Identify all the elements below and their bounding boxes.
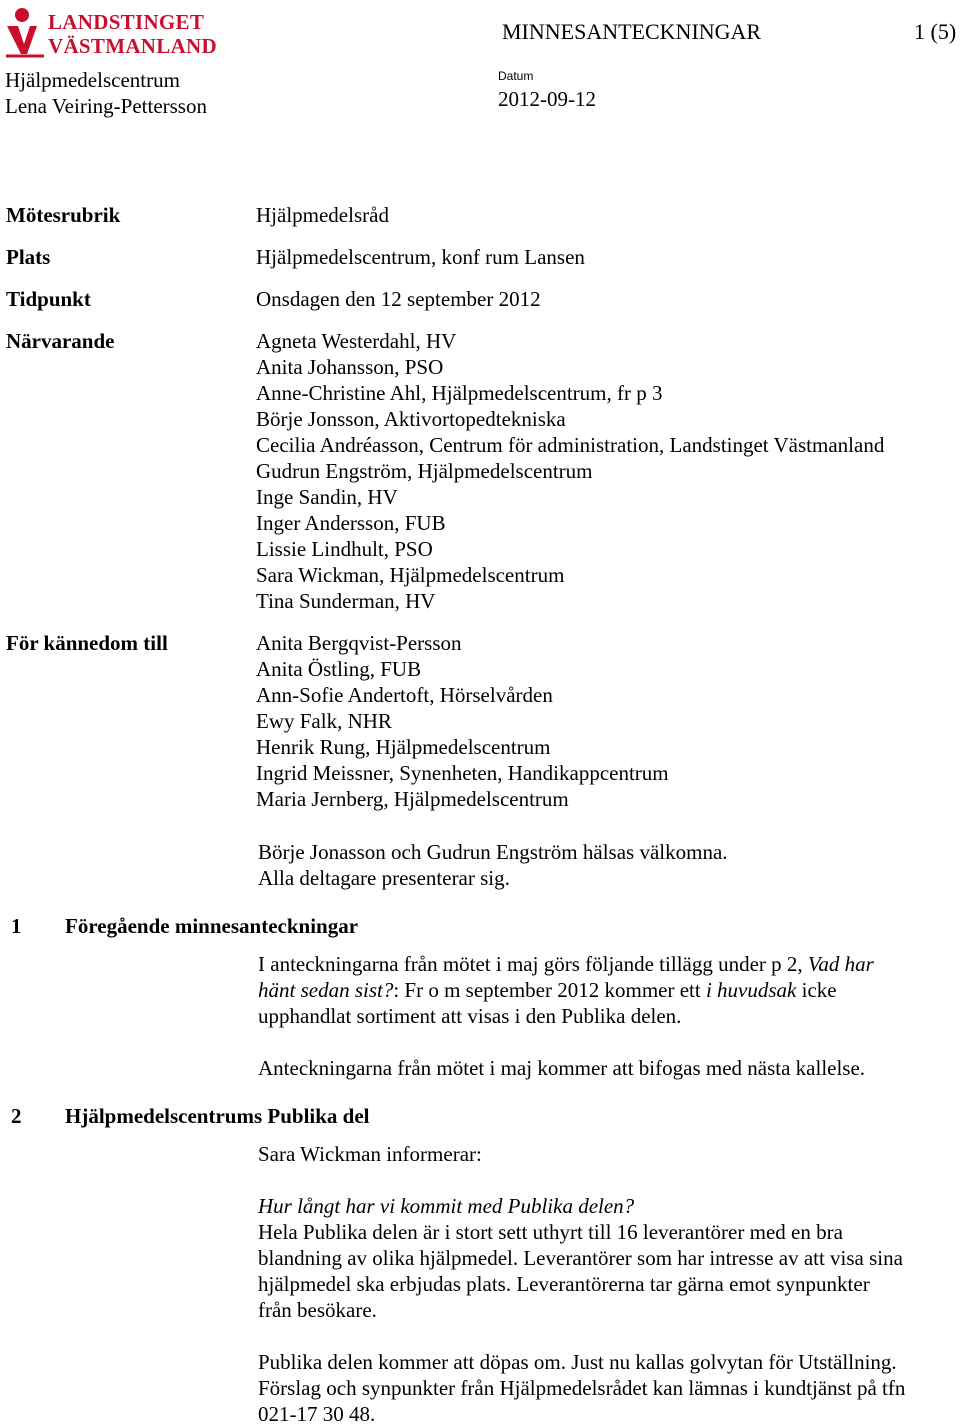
section-2-informer: Sara Wickman informerar: bbox=[258, 1142, 482, 1166]
list-item: Lissie Lindhult, PSO bbox=[256, 537, 433, 561]
intro-line: Alla deltagare presenterar sig. bbox=[258, 866, 510, 890]
author: Lena Veiring-Pettersson bbox=[5, 94, 207, 118]
logo-line-2: VÄSTMANLAND bbox=[48, 34, 217, 58]
rename-line: Förslag och synpunkter från Hjälpmedelsrådet kan lämnas i kundtjänst på tfn bbox=[258, 1376, 906, 1400]
list-item: Gudrun Engström, Hjälpmedelscentrum bbox=[256, 459, 593, 483]
intro-paragraph bbox=[258, 839, 948, 891]
answer-line: blandning av olika hjälpmedel. Leverantörer som har intresse av att visa sina bbox=[258, 1246, 903, 1270]
list-item: Anita Johansson, PSO bbox=[256, 355, 444, 379]
narvarande-label: Närvarande bbox=[6, 329, 115, 353]
section-2-rename-paragraph bbox=[258, 1349, 948, 1427]
landstinget-logo bbox=[4, 6, 217, 60]
list-item: Ann-Sofie Andertoft, Hörselvården bbox=[256, 683, 553, 707]
document-date: 2012-09-12 bbox=[498, 87, 596, 111]
tidpunkt-value: Onsdagen den 12 september 2012 bbox=[256, 287, 541, 311]
section-1-title: Föregående minnesanteckningar bbox=[65, 914, 359, 938]
answer-line: Hela Publika delen är i stort sett uthyrt till 16 leverantörer med en bra bbox=[258, 1220, 843, 1244]
rubrik-label: Mötesrubrik bbox=[6, 203, 121, 227]
list-item: Agneta Westerdahl, HV bbox=[256, 329, 457, 353]
rubrik-value: Hjälpmedelsråd bbox=[256, 203, 389, 227]
plats-label: Plats bbox=[6, 245, 51, 269]
rename-line: 021-17 30 48. bbox=[258, 1402, 376, 1426]
list-item: Ingrid Meissner, Synenheten, Handikappcentrum bbox=[256, 761, 669, 785]
logo-line-1: LANDSTINGET bbox=[48, 10, 205, 34]
rename-line: Publika delen kommer att döpas om. Just nu kallas golvytan för Utställning. bbox=[258, 1350, 897, 1374]
list-item: Tina Sunderman, HV bbox=[256, 589, 436, 613]
list-item: Ewy Falk, NHR bbox=[256, 709, 392, 733]
document-type: MINNESANTECKNINGAR bbox=[502, 19, 762, 44]
date-label: Datum bbox=[498, 69, 534, 83]
list-item: Henrik Rung, Hjälpmedelscentrum bbox=[256, 735, 551, 759]
section-1-number: 1 bbox=[11, 914, 22, 938]
list-item: Maria Jernberg, Hjälpmedelscentrum bbox=[256, 787, 569, 811]
department: Hjälpmedelscentrum bbox=[5, 68, 180, 92]
list-item: Inger Andersson, FUB bbox=[256, 511, 446, 535]
page-number: 1 (5) bbox=[914, 19, 957, 44]
section-2-question: Hur långt har vi kommit med Publika delen? bbox=[258, 1194, 635, 1218]
section-1-paragraph-2: Anteckningarna från mötet i maj kommer att bifogas med nästa kallelse. bbox=[258, 1056, 866, 1080]
kannedom-label: För kännedom till bbox=[6, 631, 168, 655]
list-item: Anita Östling, FUB bbox=[256, 657, 422, 681]
list-item: Inge Sandin, HV bbox=[256, 485, 398, 509]
intro-line: Börje Jonasson och Gudrun Engström hälsas välkomna. bbox=[258, 840, 728, 864]
list-item: Sara Wickman, Hjälpmedelscentrum bbox=[256, 563, 565, 587]
plats-value: Hjälpmedelscentrum, konf rum Lansen bbox=[256, 245, 585, 269]
logo-emblem-icon bbox=[4, 6, 48, 60]
kannedom-list bbox=[256, 630, 669, 812]
list-item: Börje Jonsson, Aktivortopedtekniska bbox=[256, 407, 566, 431]
list-item: Anita Bergqvist-Persson bbox=[256, 631, 462, 655]
answer-line: från besökare. bbox=[258, 1298, 377, 1322]
section-2-answer-paragraph bbox=[258, 1193, 948, 1323]
section-2-number: 2 bbox=[11, 1104, 22, 1128]
list-item: Anne-Christine Ahl, Hjälpmedelscentrum, fr p 3 bbox=[256, 381, 663, 405]
list-item: Cecilia Andréasson, Centrum för administration, Landstinget Västmanland bbox=[256, 433, 885, 457]
narvarande-list bbox=[256, 328, 884, 614]
section-2-title: Hjälpmedelscentrums Publika del bbox=[65, 1104, 370, 1128]
section-1-paragraph-1: I anteckningarna från mötet i maj görs följande tillägg under p 2, Vad har hänt sedan sist?: Fr o m september 2012 kommer ett i huvudsak icke upphandlat sortiment att visas i den Publika delen. bbox=[258, 952, 874, 1028]
answer-line: hjälpmedel ska erbjudas plats. Leverantörerna tar gärna emot synpunkter bbox=[258, 1272, 870, 1296]
tidpunkt-label: Tidpunkt bbox=[6, 287, 91, 311]
